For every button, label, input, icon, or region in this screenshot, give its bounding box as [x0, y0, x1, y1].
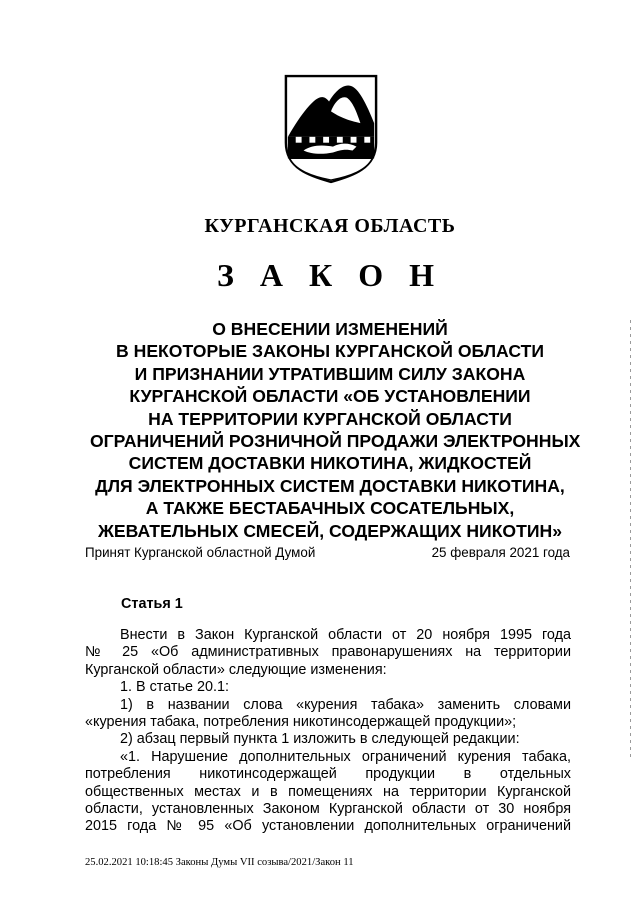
document-type: З А К О Н [217, 257, 443, 293]
law-title-line: В НЕКОТОРЫЕ ЗАКОНЫ КУРГАНСКОЙ ОБЛАСТИ [116, 341, 544, 362]
body-line: общественных местах и в помещениях на территории Курганской [85, 783, 571, 800]
law-title-line: ЖЕВАТЕЛЬНЫХ СМЕСЕЙ, СОДЕРЖАЩИХ НИКОТИН» [98, 520, 562, 541]
law-title-line: ОГРАНИЧЕНИЙ РОЗНИЧНОЙ ПРОДАЖИ ЭЛЕКТРОННЫХ [90, 431, 581, 452]
law-title-line: И ПРИЗНАНИИ УТРАТИВШИМ СИЛУ ЗАКОНА [134, 363, 526, 384]
body-line: потребления никотинсодержащей продукции в отдельных [85, 766, 571, 783]
adoption-date: 25 февраля 2021 года [431, 545, 570, 560]
scan-edge-artifact [630, 320, 631, 760]
body-line: 1. В статье 20.1: [120, 679, 230, 696]
document-footer: 25.02.2021 10:18:45 Законы Думы VII созыва/2021/Закон 11 [85, 857, 354, 868]
law-title-line: О ВНЕСЕНИИ ИЗМЕНЕНИЙ [212, 319, 448, 339]
law-title-line: А ТАКЖЕ БЕСТАБАЧНЫХ СОСАТЕЛЬНЫХ, [145, 498, 515, 519]
coat-of-arms-icon [282, 72, 380, 184]
article-body [85, 627, 571, 836]
article-heading: Статья 1 [121, 596, 183, 612]
law-title-line: КУРГАНСКОЙ ОБЛАСТИ «ОБ УСТАНОВЛЕНИИ [129, 386, 531, 407]
body-line: № 25 «Об административных правонарушениях на территории [85, 644, 571, 661]
body-line: 2) абзац первый пункта 1 изложить в следующей редакции: [120, 731, 520, 748]
adopted-by: Принят Курганской областной Думой [85, 545, 316, 560]
body-line: «курения табака, потребления никотинсодержащей продукции»; [85, 713, 517, 730]
law-title [90, 318, 581, 542]
body-line: Курганской области» следующие изменения: [85, 661, 387, 678]
body-line: области, установленных Законом Курганской области от 30 ноября [85, 800, 571, 817]
body-line: 1) в названии слова «курения табака» заменить словами [120, 696, 571, 713]
body-line: «1. Нарушение дополнительных ограничений курения табака, [120, 748, 571, 765]
law-title-line: НА ТЕРРИТОРИИ КУРГАНСКОЙ ОБЛАСТИ [148, 408, 512, 429]
law-title-line: ДЛЯ ЭЛЕКТРОННЫХ СИСТЕМ ДОСТАВКИ НИКОТИНА, [95, 475, 565, 496]
region-name: КУРГАНСКАЯ ОБЛАСТЬ [204, 215, 456, 237]
law-title-line: СИСТЕМ ДОСТАВКИ НИКОТИНА, ЖИДКОСТЕЙ [128, 453, 532, 474]
body-line: 2015 года № 95 «Об установлении дополнительных ограничений [85, 818, 571, 835]
body-line: Внести в Закон Курганской области от 20 ноября 1995 года [120, 627, 571, 643]
